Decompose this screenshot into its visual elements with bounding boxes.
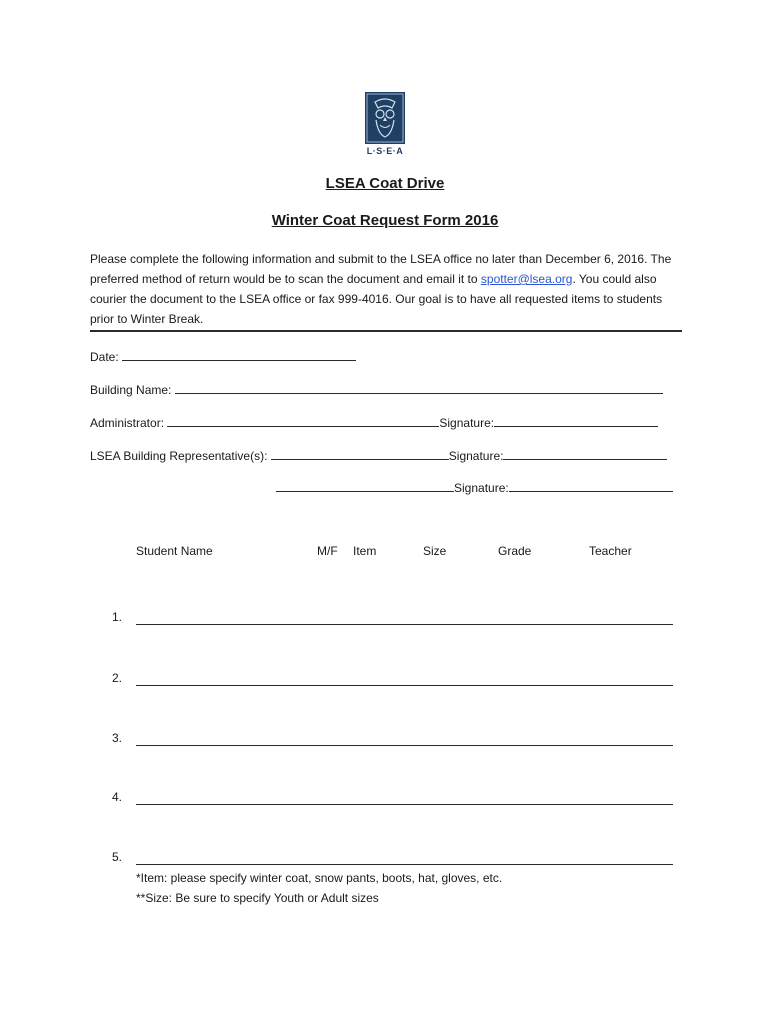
- row-number: 5.: [112, 850, 123, 864]
- form-title: LSEA Coat Drive: [325, 175, 445, 192]
- representative-blank-2[interactable]: [276, 479, 454, 492]
- header-grade: Grade: [498, 544, 532, 558]
- building-name-blank[interactable]: [175, 381, 663, 394]
- signature-label: Signature:: [454, 481, 509, 495]
- signature-label: Signature:: [439, 416, 495, 430]
- representative-signature-blank[interactable]: [503, 447, 667, 460]
- representative-field-2: [276, 479, 673, 495]
- header-size: Size: [423, 544, 447, 558]
- student-entry-line[interactable]: [136, 864, 673, 865]
- representative-field: [90, 447, 667, 463]
- email-link[interactable]: spotter@lsea.org: [480, 272, 573, 286]
- row-number: 3.: [112, 731, 123, 745]
- signature-label: Signature:: [448, 449, 504, 463]
- instructions-text: Please complete the following information and submit to the LSEA office no later than December 6, 2016. The preferred method of return would be to scan the document and email it to: [90, 252, 672, 286]
- representative-signature-blank-2[interactable]: [509, 479, 673, 492]
- administrator-label: Administrator:: [90, 416, 165, 430]
- administrator-field: [90, 414, 658, 430]
- student-entry-line[interactable]: [136, 685, 673, 686]
- row-number: 4.: [112, 790, 123, 804]
- lsea-logo: [362, 92, 408, 160]
- representative-blank[interactable]: [271, 447, 449, 460]
- administrator-blank[interactable]: [167, 414, 439, 427]
- date-field: [90, 348, 356, 364]
- header-student-name: Student Name: [136, 544, 213, 558]
- row-number: 1.: [112, 610, 123, 624]
- row-number: 2.: [112, 671, 123, 685]
- header-gender: M/F: [317, 544, 338, 558]
- instructions-text-continued: . You could also courier the document to the LSEA office or fax 999-4016. Our goal is to have all requested items to students prior to Winter Break.: [90, 272, 663, 326]
- building-name-label: Building Name:: [90, 383, 172, 397]
- date-blank[interactable]: [122, 348, 356, 361]
- building-name-field: [90, 381, 663, 397]
- student-entry-line[interactable]: [136, 624, 673, 625]
- form-subtitle: Winter Coat Request Form 2016: [271, 212, 499, 229]
- header-teacher: Teacher: [589, 544, 632, 558]
- section-divider: [90, 330, 682, 332]
- item-note: *Item: please specify winter coat, snow pants, boots, hat, gloves, etc.: [136, 871, 503, 885]
- header-item: Item: [353, 544, 377, 558]
- student-entry-line[interactable]: [136, 804, 673, 805]
- size-note: **Size: Be sure to specify Youth or Adult sizes: [136, 891, 379, 905]
- student-entry-line[interactable]: [136, 745, 673, 746]
- date-label: Date:: [90, 350, 119, 364]
- representative-label: LSEA Building Representative(s):: [90, 449, 268, 463]
- logo-text: L·S·E·A: [366, 146, 404, 156]
- owl-emblem-icon: [365, 92, 405, 144]
- instructions-paragraph: [90, 249, 685, 329]
- administrator-signature-blank[interactable]: [494, 414, 658, 427]
